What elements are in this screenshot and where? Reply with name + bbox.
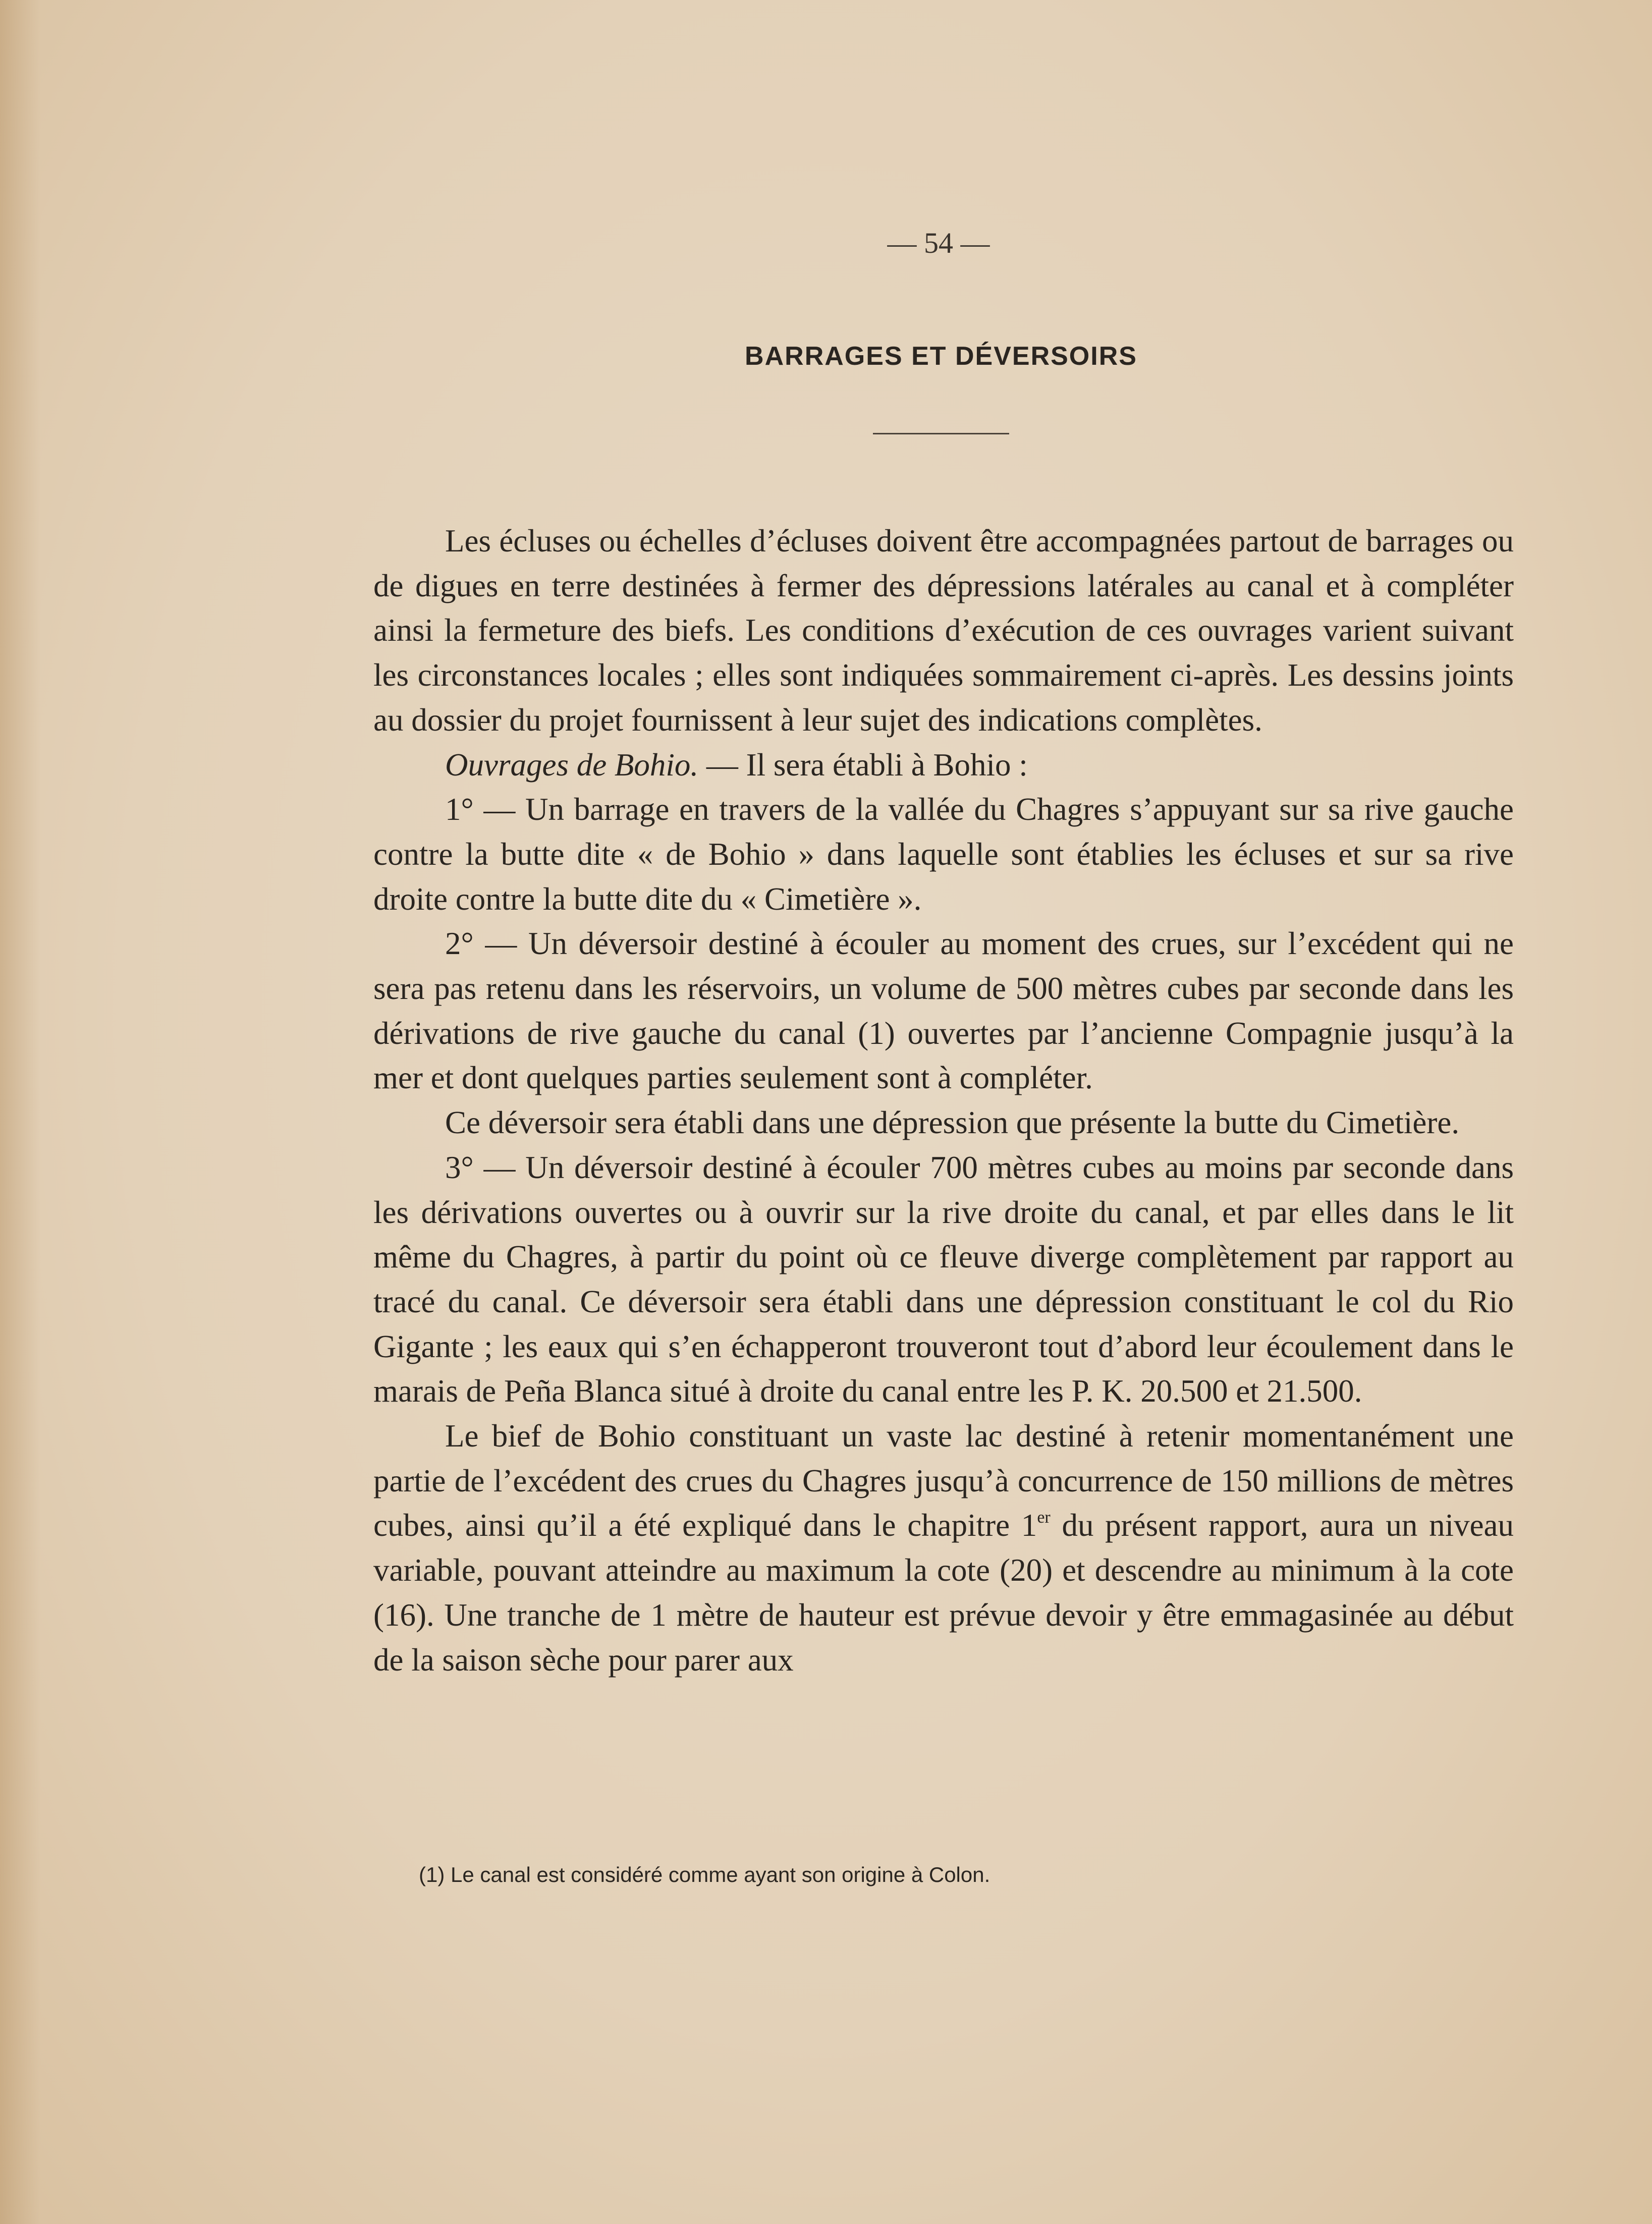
paragraph: Ce déversoir sera établi dans une dépression que présente la butte du Cimetière. [445, 1105, 1460, 1141]
paragraph: 1° — Un barrage en travers de la vallée du Chagres s’appuyant sur sa rive gauche contre la butte dite « de Bohio » dans laquelle sont établies les écluses et sur sa rive droite contre la butte dite du « Cimetière ». [373, 792, 1514, 917]
paragraph [373, 1414, 1514, 1682]
body-text [373, 519, 1514, 1682]
section-heading: BARRAGES ET DÉVERSOIRS [745, 342, 1137, 371]
paragraph-text: — Il sera établi à Bohio : [698, 747, 1028, 783]
heading-rule [873, 433, 1009, 434]
footnote: (1) Le canal est considéré comme ayant son origine à Colon. [419, 1863, 990, 1886]
superscript: er [1037, 1508, 1051, 1527]
paragraph: 2° — Un déversoir destiné à écouler au moment des crues, sur l’excédent qui ne sera pas retenu dans les réservoirs, un volume de 500 mètres cubes par seconde dans les dérivations de rive gauche du canal (1) ouvertes par l’ancienne Compagnie jusqu’à la mer et dont quelques parties seulement sont à compléter. [373, 926, 1514, 1096]
paragraph: Les écluses ou échelles d’écluses doivent être accompagnées partout de barrages ou de digues en terre destinées à fermer des dépressions latérales au canal et à compléter ainsi la fermeture des biefs. Les conditions d’exécution de ces ouvrages varient suivant les circonstances locales ; elles sont indiquées sommairement ci-après. Les dessins joints au dossier du projet fournissent à leur sujet des indications complètes. [373, 523, 1514, 738]
paragraph-text: Le bief de Bohio constituant un vaste lac destiné à retenir momentanément une partie de l’excédent des crues du Chagres jusqu’à concurrence de 150 millions de mètres cubes, ainsi qu’il a été expliqué dans le chapitre 1 [373, 1418, 1514, 1543]
paragraph: 3° — Un déversoir destiné à écouler 700 mètres cubes au moins par seconde dans les dérivations ouvertes ou à ouvrir sur la rive droite du canal, et par elles dans le lit même du Chagres, à partir du point où ce fleuve diverge complètement par rapport au tracé du canal. Ce déversoir sera établi dans une dépression constituant le col du Rio Gigante ; les eaux qui s’en échapperont trouveront tout d’abord leur écoulement dans le marais de Peña Blanca situé à droite du canal entre les P. K. 20.500 et 21.500. [373, 1149, 1514, 1409]
page-number: — 54 — [887, 227, 990, 259]
paragraph-text: du présent rapport, aura un niveau variable, pouvant atteindre au maximum la cote (20) et descendre au minimum à la cote (16). Une tranche de 1 mètre de hauteur est prévue devoir y être emmagasinée au début de la saison sèche pour parer aux [373, 1508, 1514, 1678]
page-edge-shadow [0, 0, 40, 2224]
paragraph [373, 743, 1514, 788]
paragraph-italic-lead: Ouvrages de Bohio. [445, 747, 699, 783]
